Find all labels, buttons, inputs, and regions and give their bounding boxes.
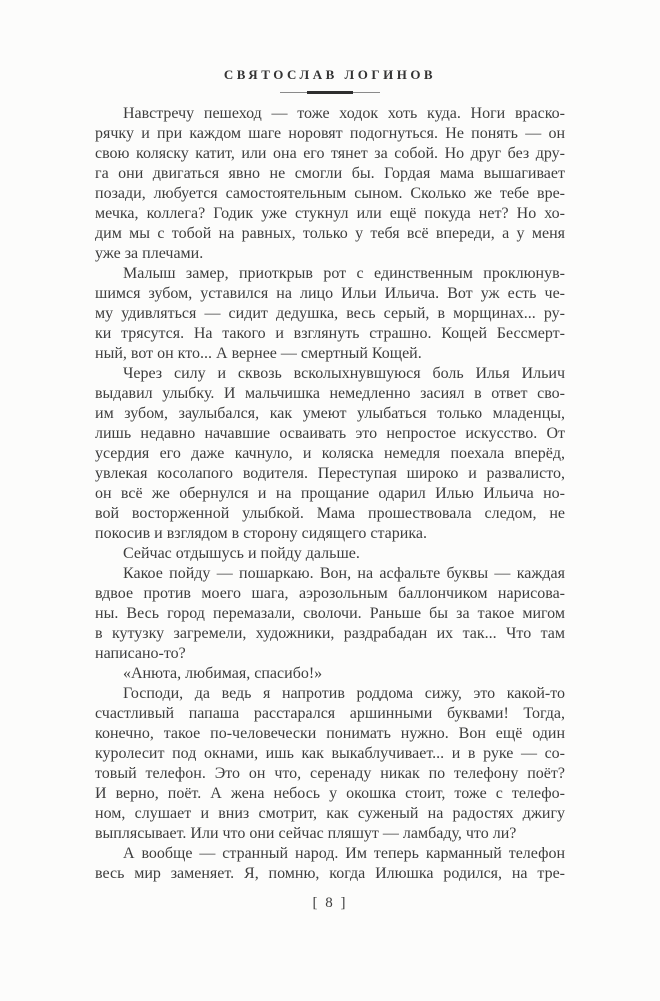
text-line: лишь недавно начавшие осваивать это непростое искусство. От: [95, 425, 565, 442]
text-line: И верно, поёт. А жена небось у окошка стоит, тоже с телефо-: [95, 785, 565, 802]
text-line: вдвое против моего шага, аэрозольным баллончиком нарисова-: [95, 585, 565, 602]
text-line: в кутузку загремели, художники, раздрабадан их так... Что там: [95, 625, 565, 642]
text-line: Сейчас отдышусь и пойду дальше.: [123, 545, 360, 562]
text-line: позади, любуется самостоятельным сыном. Сколько же тебе вре-: [95, 185, 565, 202]
text-line: выдавил улыбку. И мальчишка немедленно засиял в ответ сво-: [95, 385, 565, 402]
text-line: дим мы с тобой на равных, только у тебя всё впереди, а у меня: [95, 225, 565, 242]
text-line: Господи, да ведь я напротив роддома сижу, это какой-то: [123, 685, 565, 702]
text-line: покосив и взглядом в сторону сидящего старика.: [95, 525, 427, 542]
text-line: конечно, такое по-человечески понимать нужно. Вон ещё один: [95, 725, 565, 742]
page-number: [ 8 ]: [312, 895, 348, 911]
text-line: А вообще — странный народ. Им теперь карманный телефон: [123, 845, 565, 862]
paragraph: [95, 564, 565, 664]
paragraph: [95, 664, 565, 684]
text-line: Навстречу пешеход — тоже ходок хоть куда. Ноги враско-: [123, 105, 565, 122]
text-line: уже за плечами.: [95, 245, 204, 262]
paragraph: [95, 264, 565, 364]
text-line: выплясывает. Или что они сейчас пляшут — ламбаду, что ли?: [95, 825, 517, 842]
text-line: «Анюта, любимая, спасибо!»: [123, 665, 323, 682]
text-line: весь мир заменяет. Я, помню, когда Илюшка родился, на тре-: [95, 865, 565, 882]
running-header-author: СВЯТОСЛАВ ЛОГИНОВ: [223, 67, 437, 82]
paragraph: [95, 844, 565, 884]
paragraph: [95, 684, 565, 844]
text-line: вой восторженной улыбкой. Мама прошествовала следом, не: [95, 505, 565, 522]
header-divider-rule: [280, 92, 380, 93]
text-line: ки трясутся. На такого и взглянуть страшно. Кощей Бессмерт-: [95, 325, 565, 342]
paragraph: [95, 544, 565, 564]
text-line: рячку и при каждом шаге норовят подогнуться. Не понять — он: [95, 125, 565, 142]
paragraph: [95, 104, 565, 264]
text-line: усердия его даже качнуло, и коляска немедля поехала вперёд,: [95, 445, 565, 462]
text-line: Через силу и сквозь всколыхнувшуюся боль Илья Ильич: [123, 365, 565, 382]
text-line: Малыш замер, приоткрыв рот с единственным проклюнув-: [123, 265, 565, 282]
text-line: ном, слушает и вниз смотрит, как суженый на радостях джигу: [95, 805, 565, 822]
body-text-block: [95, 104, 565, 884]
text-line: шимся зубом, уставился на лицо Ильи Ильича. Вот уж есть че-: [95, 285, 565, 302]
text-line: му удивляться — сидит дедушка, весь серый, в морщинах... ру-: [95, 305, 565, 322]
text-line: им зубом, заулыбался, как умеют улыбаться только младенцы,: [95, 405, 565, 422]
text-line: свою коляску катит, или она его тянет за собой. Но друг без дру-: [95, 145, 565, 162]
text-line: ны. Весь город перемазали, сволочи. Раньше бы за такое мигом: [95, 605, 565, 622]
text-line: куролесит под окнами, ишь как выкаблучивает... и в руке — со-: [95, 745, 565, 762]
text-line: мечка, коллега? Годик уже стукнул или ещё покуда нет? Но хо-: [95, 205, 565, 222]
text-line: он всё же обернулся и на прощание одарил Илью Ильича но-: [95, 485, 565, 502]
paragraph: [95, 364, 565, 544]
text-line: Какое пойду — пошаркаю. Вон, на асфальте буквы — каждая: [123, 565, 565, 582]
text-line: увлекая косолапого водителя. Переступая широко и развалисто,: [95, 465, 565, 482]
text-line: товый телефон. Это он что, серенаду никак по телефону поёт?: [95, 765, 565, 782]
text-line: ный, вот он кто... А вернее — смертный Кощей.: [95, 345, 422, 362]
text-line: га они двигаться явно не смогли бы. Гордая мама вышагивает: [95, 165, 565, 182]
text-line: счастливый папаша расстарался аршинными буквами! Тогда,: [95, 705, 565, 722]
text-line: написано-то?: [95, 645, 186, 662]
